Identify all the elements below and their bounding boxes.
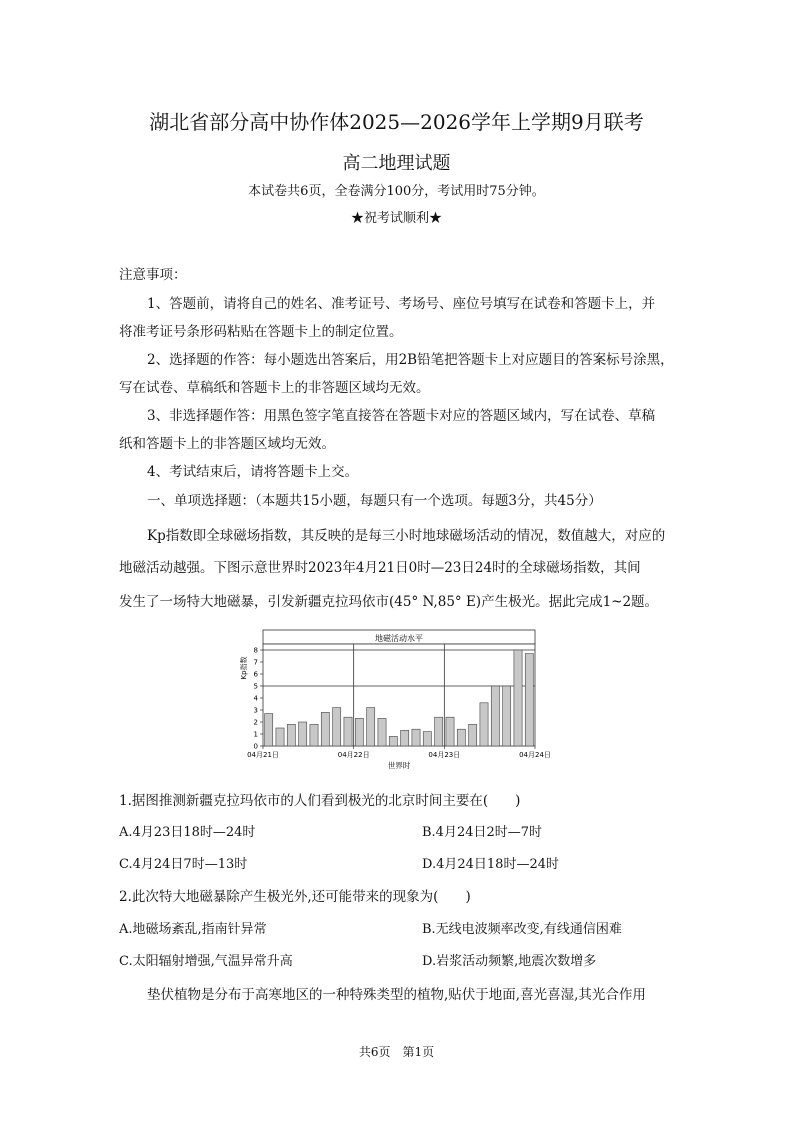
- passage-2-line-1: 垫伏植物是分布于高寒地区的一种特殊类型的植物,贴伏于地面,喜光喜湿,其光合作用: [147, 987, 646, 1003]
- exam-info: 本试卷共6页，全卷满分100分，考试用时75分钟。: [248, 184, 545, 199]
- kp-bar: [480, 703, 488, 746]
- kp-bar: [469, 724, 477, 746]
- q2-option-b: B.无线电波频率改变,有线通信困难: [422, 922, 622, 937]
- exam-subtitle: 高二地理试题: [342, 153, 451, 174]
- y-tick-label: 6: [253, 670, 258, 679]
- y-tick-label: 7: [253, 658, 258, 667]
- kp-bar: [310, 724, 318, 746]
- note-2-line-1: 2、选择题的作答：每小题选出答案后，用2B铅笔把答题卡上对应题目的答案标号涂黑，: [147, 352, 674, 368]
- x-tick-label: 04月21日: [247, 751, 279, 759]
- kp-bar: [457, 729, 465, 746]
- kp-bar: [412, 729, 420, 746]
- kp-bar: [344, 717, 352, 746]
- kp-bar: [367, 708, 375, 746]
- kp-bar: [491, 686, 499, 746]
- note-4: 4、考试结束后，请将答题卡上交。: [147, 464, 359, 480]
- passage-line-1: Kp指数即全球磁场指数，其反映的是每三小时地球磁场活动的情况，数值越大，对应的: [147, 528, 666, 544]
- q1-option-a: A.4月23日18时—24时: [119, 825, 256, 840]
- exam-title: 湖北省部分高中协作体2025—2026学年上学期9月联考: [149, 110, 644, 134]
- kp-bar: [333, 708, 341, 746]
- kp-bar: [389, 736, 397, 746]
- kp-bar: [378, 718, 386, 746]
- kp-bar: [321, 712, 329, 746]
- kp-bar: [446, 717, 454, 746]
- kp-bar: [514, 650, 522, 746]
- q1-option-c: C.4月24日7时—13时: [119, 857, 248, 872]
- kp-bar: [265, 714, 273, 746]
- notes-heading: 注意事项：: [119, 267, 187, 283]
- note-2-line-2: 写在试卷、草稿纸和答题卡上的非答题区域均无效。: [119, 380, 430, 396]
- kp-bar: [503, 686, 511, 746]
- note-1-line-2: 将准考证号条形码粘贴在答题卡上的制定位置。: [119, 324, 403, 340]
- q1-stem: 1.据图推测新疆克拉玛依市的人们看到极光的北京时间主要在( ): [119, 793, 521, 809]
- kp-bar: [423, 732, 431, 746]
- y-tick-label: 3: [253, 706, 258, 715]
- kp-bar: [435, 717, 443, 746]
- y-tick-label: 5: [253, 682, 258, 691]
- passage-line-2: 地磁活动越强。下图示意世界时2023年4月21日0时—23日24时的全球磁场指数，其间: [119, 560, 641, 576]
- note-3-line-1: 3、非选择题作答：用黑色签字笔直接答在答题卡对应的答题区域内，写在试卷、草稿: [147, 408, 656, 424]
- section-heading: 一、单项选择题：（本题共15小题，每题只有一个选项。每题3分，共45分）: [147, 493, 602, 509]
- passage-line-3: 发生了一场特大地磁暴，引发新疆克拉玛依市(45° N,85° E)产生极光。据此完成1~2题。: [119, 594, 659, 610]
- y-tick-label: 8: [253, 646, 258, 655]
- x-tick-label: 04月22日: [337, 751, 370, 759]
- y-tick-label: 1: [253, 730, 258, 739]
- page-footer: 共6页 第1页: [358, 1045, 435, 1059]
- y-tick-label: 0: [253, 742, 258, 751]
- y-tick-label: 2: [253, 718, 258, 727]
- y-tick-label: 4: [253, 694, 258, 703]
- q1-option-b: B.4月24日2时—7时: [422, 825, 543, 840]
- q1-option-d: D.4月24日18时—24时: [422, 857, 559, 872]
- chart-title: 地磁活动水平: [375, 634, 423, 643]
- kp-bar: [401, 730, 409, 746]
- note-3-line-2: 纸和答题卡上的非答题区域均无效。: [119, 436, 335, 452]
- kp-index-chart: [236, 618, 566, 776]
- x-axis-label: 世界时: [387, 761, 411, 770]
- q2-option-c: C.太阳辐射增强,气温异常升高: [119, 954, 293, 969]
- x-tick-label: 04月23日: [428, 751, 461, 759]
- kp-bar: [287, 724, 295, 746]
- q2-stem: 2.此次特大地磁暴除产生极光外,还可能带来的现象为( ): [119, 889, 471, 905]
- kp-bar: [299, 722, 307, 746]
- y-axis-label: Kp指数: [240, 656, 248, 680]
- q2-option-d: D.岩浆活动频繁,地震次数增多: [422, 954, 597, 969]
- x-tick-label: 04月24日: [519, 751, 551, 759]
- exam-wish: ★祝考试顺利★: [350, 211, 442, 226]
- q2-option-a: A.地磁场紊乱,指南针异常: [119, 922, 267, 937]
- kp-bar: [276, 728, 284, 746]
- kp-bar: [525, 654, 533, 746]
- kp-bar: [355, 718, 363, 746]
- note-1-line-1: 1、答题前，请将自己的姓名、准考证号、考场号、座位号填写在试卷和答题卡上，并: [147, 296, 656, 312]
